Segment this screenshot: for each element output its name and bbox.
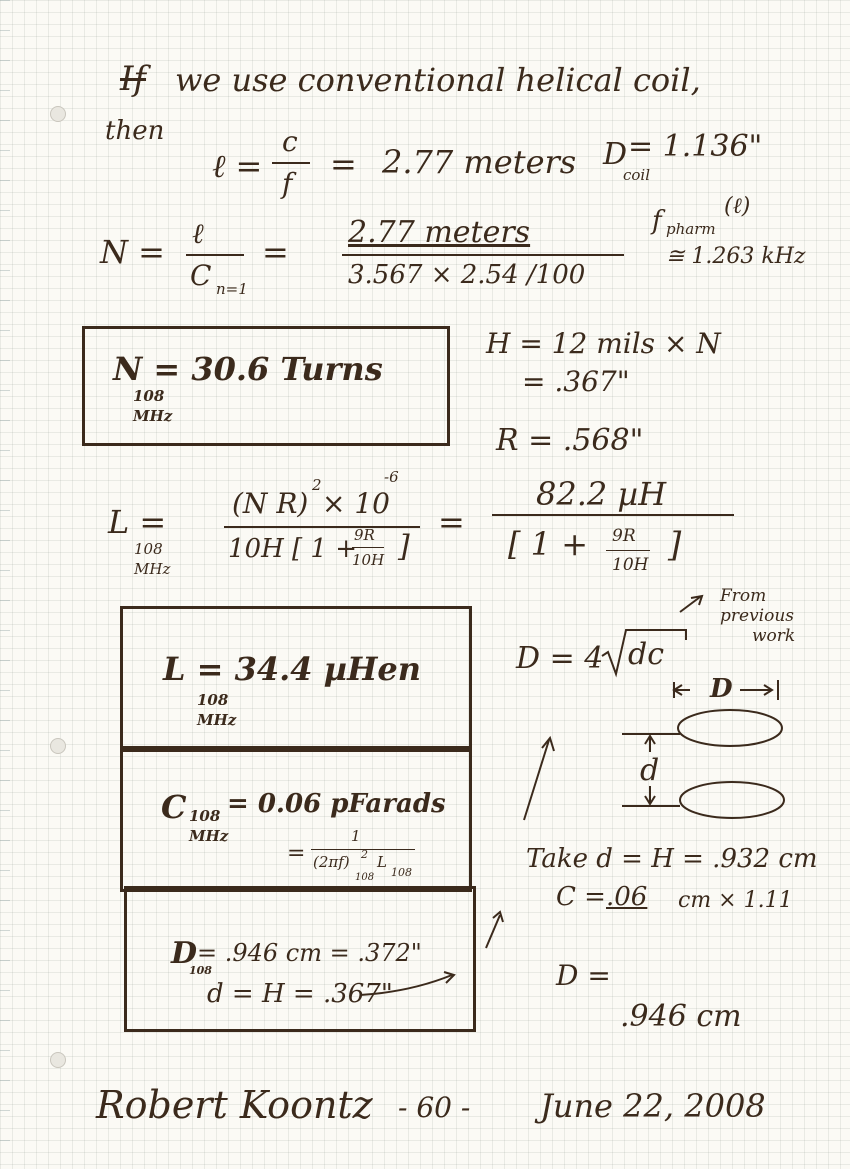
date: June 22, 2008 <box>540 1087 766 1125</box>
box-L-main: L = 34.4 µHen <box>163 650 421 688</box>
L-rhs-den-left: [ 1 + <box>508 525 588 563</box>
L-den-frac-num: 9R <box>354 526 375 544</box>
note-work: work <box>752 626 796 646</box>
box-C-main: C <box>161 788 187 826</box>
L-num-exp: -6 <box>384 468 399 486</box>
L-num-sq: 2 <box>312 476 322 494</box>
L-den-frac-den: 10H <box>352 551 385 569</box>
author-signature: Robert Koontz <box>96 1083 373 1127</box>
L-lhs: L = <box>108 503 167 541</box>
box-D-value: = .946 cm = .372" <box>197 939 422 967</box>
length-result: 2.77 meters <box>382 143 577 181</box>
box-C-value: = 0.06 pFarads <box>227 789 446 819</box>
box-N-sub2: MHz <box>133 407 173 425</box>
N-lhs: N = <box>100 233 165 271</box>
L-sub2: MHz <box>134 560 171 578</box>
length-num: c <box>282 125 298 158</box>
length-lhs: ℓ = <box>212 147 263 185</box>
page-number: - 60 - <box>398 1091 471 1124</box>
box-D-line2: d = H = .367" <box>207 979 393 1009</box>
dcoil-val: = 1.136" <box>628 129 763 164</box>
L-rhs-frac-num: 9R <box>612 526 636 546</box>
box-L-sub2: MHz <box>197 711 237 729</box>
N-frac-den: 3.567 × 2.54 /100 <box>348 260 586 290</box>
struck-word: If <box>120 59 147 99</box>
take-D-value: .946 cm <box>620 999 742 1034</box>
take-C: C = <box>556 882 606 912</box>
N-eq: = <box>262 233 289 271</box>
diagram-D-label: D <box>710 674 733 704</box>
box-C-formula-L: L <box>377 853 387 871</box>
L-rhs-frac-den: 10H <box>612 555 649 575</box>
intro-line: we use conventional helical coil, <box>175 61 701 99</box>
L-den-left: 10H [ 1 + <box>228 534 358 564</box>
L-num-base: (N R) <box>232 487 309 520</box>
H-line1: H = 12 mils × N <box>486 327 721 360</box>
take-C-rest: cm × 1.11 <box>678 888 793 913</box>
length-eq: = <box>330 145 357 183</box>
fpharm-label: f <box>652 206 662 236</box>
box-D-main: D <box>171 936 198 971</box>
R-value: R = .568" <box>496 423 644 458</box>
L-num-mult: × 10 <box>322 487 390 520</box>
take-D: D = <box>556 959 611 992</box>
N-den: C <box>190 259 212 292</box>
diagram-d-label: d <box>640 753 660 788</box>
box-C-sub1: 108 <box>189 807 221 825</box>
Dsqrt-lhs: D = 4 <box>516 641 604 676</box>
dcoil-sub: coil <box>623 166 651 184</box>
L-sub1: 108 <box>134 540 163 558</box>
dcoil-lhs: D <box>603 137 628 172</box>
L-rhs-den-right: ] <box>668 525 682 565</box>
box-C-formula-L-sub: 108 <box>391 866 412 879</box>
box-C-formula-num: 1 <box>351 827 361 845</box>
take-line1: Take d = H = .932 cm <box>526 844 818 874</box>
Dsqrt-radicand: dc <box>628 637 665 672</box>
box-D-sub: 108 <box>189 964 212 977</box>
box-N-main: N = 30.6 Turns <box>113 350 383 388</box>
box-C-formula-den: (2πf) <box>313 853 350 871</box>
coil-diagram <box>600 672 800 832</box>
note-previous: previous <box>720 606 795 626</box>
N-num: ℓ <box>192 217 204 250</box>
note-from: From <box>720 586 767 606</box>
box-C-formula-eq: = <box>287 841 306 866</box>
N-frac-num: 2.77 meters <box>348 215 531 250</box>
box-N-sub1: 108 <box>133 387 165 405</box>
L-den-right: ] <box>398 529 410 564</box>
box-L-sub1: 108 <box>197 691 229 709</box>
take-C-value: .06 <box>606 882 648 912</box>
fpharm-val: ≅ 1.263 kHz <box>666 244 806 269</box>
fpharm-arg: (ℓ) <box>724 194 751 219</box>
N-den-sub: n=1 <box>216 280 248 298</box>
length-den: f <box>282 167 293 200</box>
L-rhs-num: 82.2 µH <box>536 475 667 513</box>
box-C-formula-den-sq: 2 <box>361 848 368 861</box>
L-eq: = <box>438 503 465 541</box>
box-C-sub2: MHz <box>189 827 229 845</box>
box-C-formula-den-sub: 108 <box>355 872 375 883</box>
then-word: then <box>105 116 165 146</box>
H-line2: = .367" <box>522 365 630 398</box>
fpharm-sub: pharm <box>666 220 716 238</box>
